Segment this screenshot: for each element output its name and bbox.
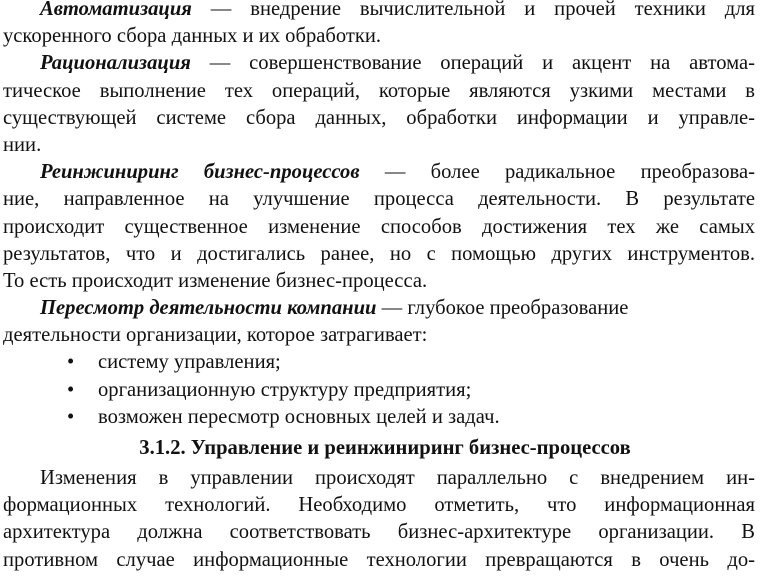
list-item bbox=[3, 404, 755, 431]
paragraph-line: ние, направленное на улучшение процесса деятельности. В результате bbox=[3, 188, 755, 211]
list-item-text: возможен пересмотр основных целей и задач. bbox=[98, 405, 500, 428]
definition-reengineering bbox=[3, 159, 755, 295]
paragraph-line: формационных технологий. Необходимо отметить, что информационная bbox=[3, 494, 755, 517]
definition-rationalization bbox=[3, 50, 755, 159]
list-item-text: организационную структуру предприятия; bbox=[98, 378, 472, 401]
definition-text: — совершенствование операций и акцент на автома- bbox=[190, 52, 755, 75]
document-page bbox=[3, 0, 755, 574]
list-item bbox=[3, 377, 755, 404]
paragraph-line: результатов, что и достигались ранее, но с помощью других инструментов. bbox=[3, 242, 755, 265]
term-company-review: Пересмотр деятельности компании bbox=[40, 297, 377, 320]
definition-automation bbox=[3, 0, 755, 50]
list-item bbox=[3, 349, 755, 376]
paragraph-line bbox=[3, 0, 755, 23]
paragraph-line bbox=[3, 50, 755, 77]
paragraph-line bbox=[3, 295, 755, 322]
bullet-icon: • bbox=[67, 351, 75, 374]
term-automation: Автоматизация bbox=[40, 0, 192, 20]
term-reengineering: Реинжиниринг бизнес-процессов bbox=[40, 161, 360, 184]
bullet-icon: • bbox=[67, 378, 75, 401]
section-heading: 3.1.2. Управление и реинжиниринг бизнес-процессов bbox=[139, 437, 631, 459]
paragraph-line: противном случае информационные технологии превращаются в очень до- bbox=[3, 548, 755, 571]
paragraph-line: тическое выполнение тех операций, которые являются узкими местами в bbox=[3, 79, 755, 102]
closing-paragraph bbox=[3, 465, 755, 574]
paragraph-line: архитектура должна соответствовать бизнес-архитектуре организации. В bbox=[3, 521, 755, 544]
paragraph-line: То есть происходит изменение бизнес-процесса. bbox=[3, 269, 428, 292]
paragraph-line: деятельности организации, которое затрагивает: bbox=[3, 324, 428, 347]
definition-company-review bbox=[3, 295, 755, 349]
paragraph-line: Изменения в управлении происходят параллельно с внедрением ин- bbox=[40, 467, 755, 489]
bullet-list bbox=[3, 349, 755, 431]
paragraph-line: ускоренного сбора данных и их обработки. bbox=[3, 25, 382, 48]
paragraph-line: происходит существенное изменение способов достижения тех же самых bbox=[3, 215, 755, 238]
definition-text: — глубокое преобразование bbox=[376, 297, 629, 320]
definition-text: — внедрение вычислительной и прочей техники для bbox=[191, 0, 755, 20]
list-item-text: систему управления; bbox=[98, 351, 281, 374]
paragraph-line: нии. bbox=[3, 133, 42, 156]
term-rationalization: Рационализация bbox=[40, 52, 191, 75]
definition-text: — более радикальное преобразова- bbox=[359, 161, 755, 184]
paragraph-line bbox=[3, 159, 755, 186]
bullet-icon: • bbox=[67, 405, 75, 428]
paragraph-line: существующей системе сбора данных, обработки информации и управле- bbox=[3, 106, 755, 129]
